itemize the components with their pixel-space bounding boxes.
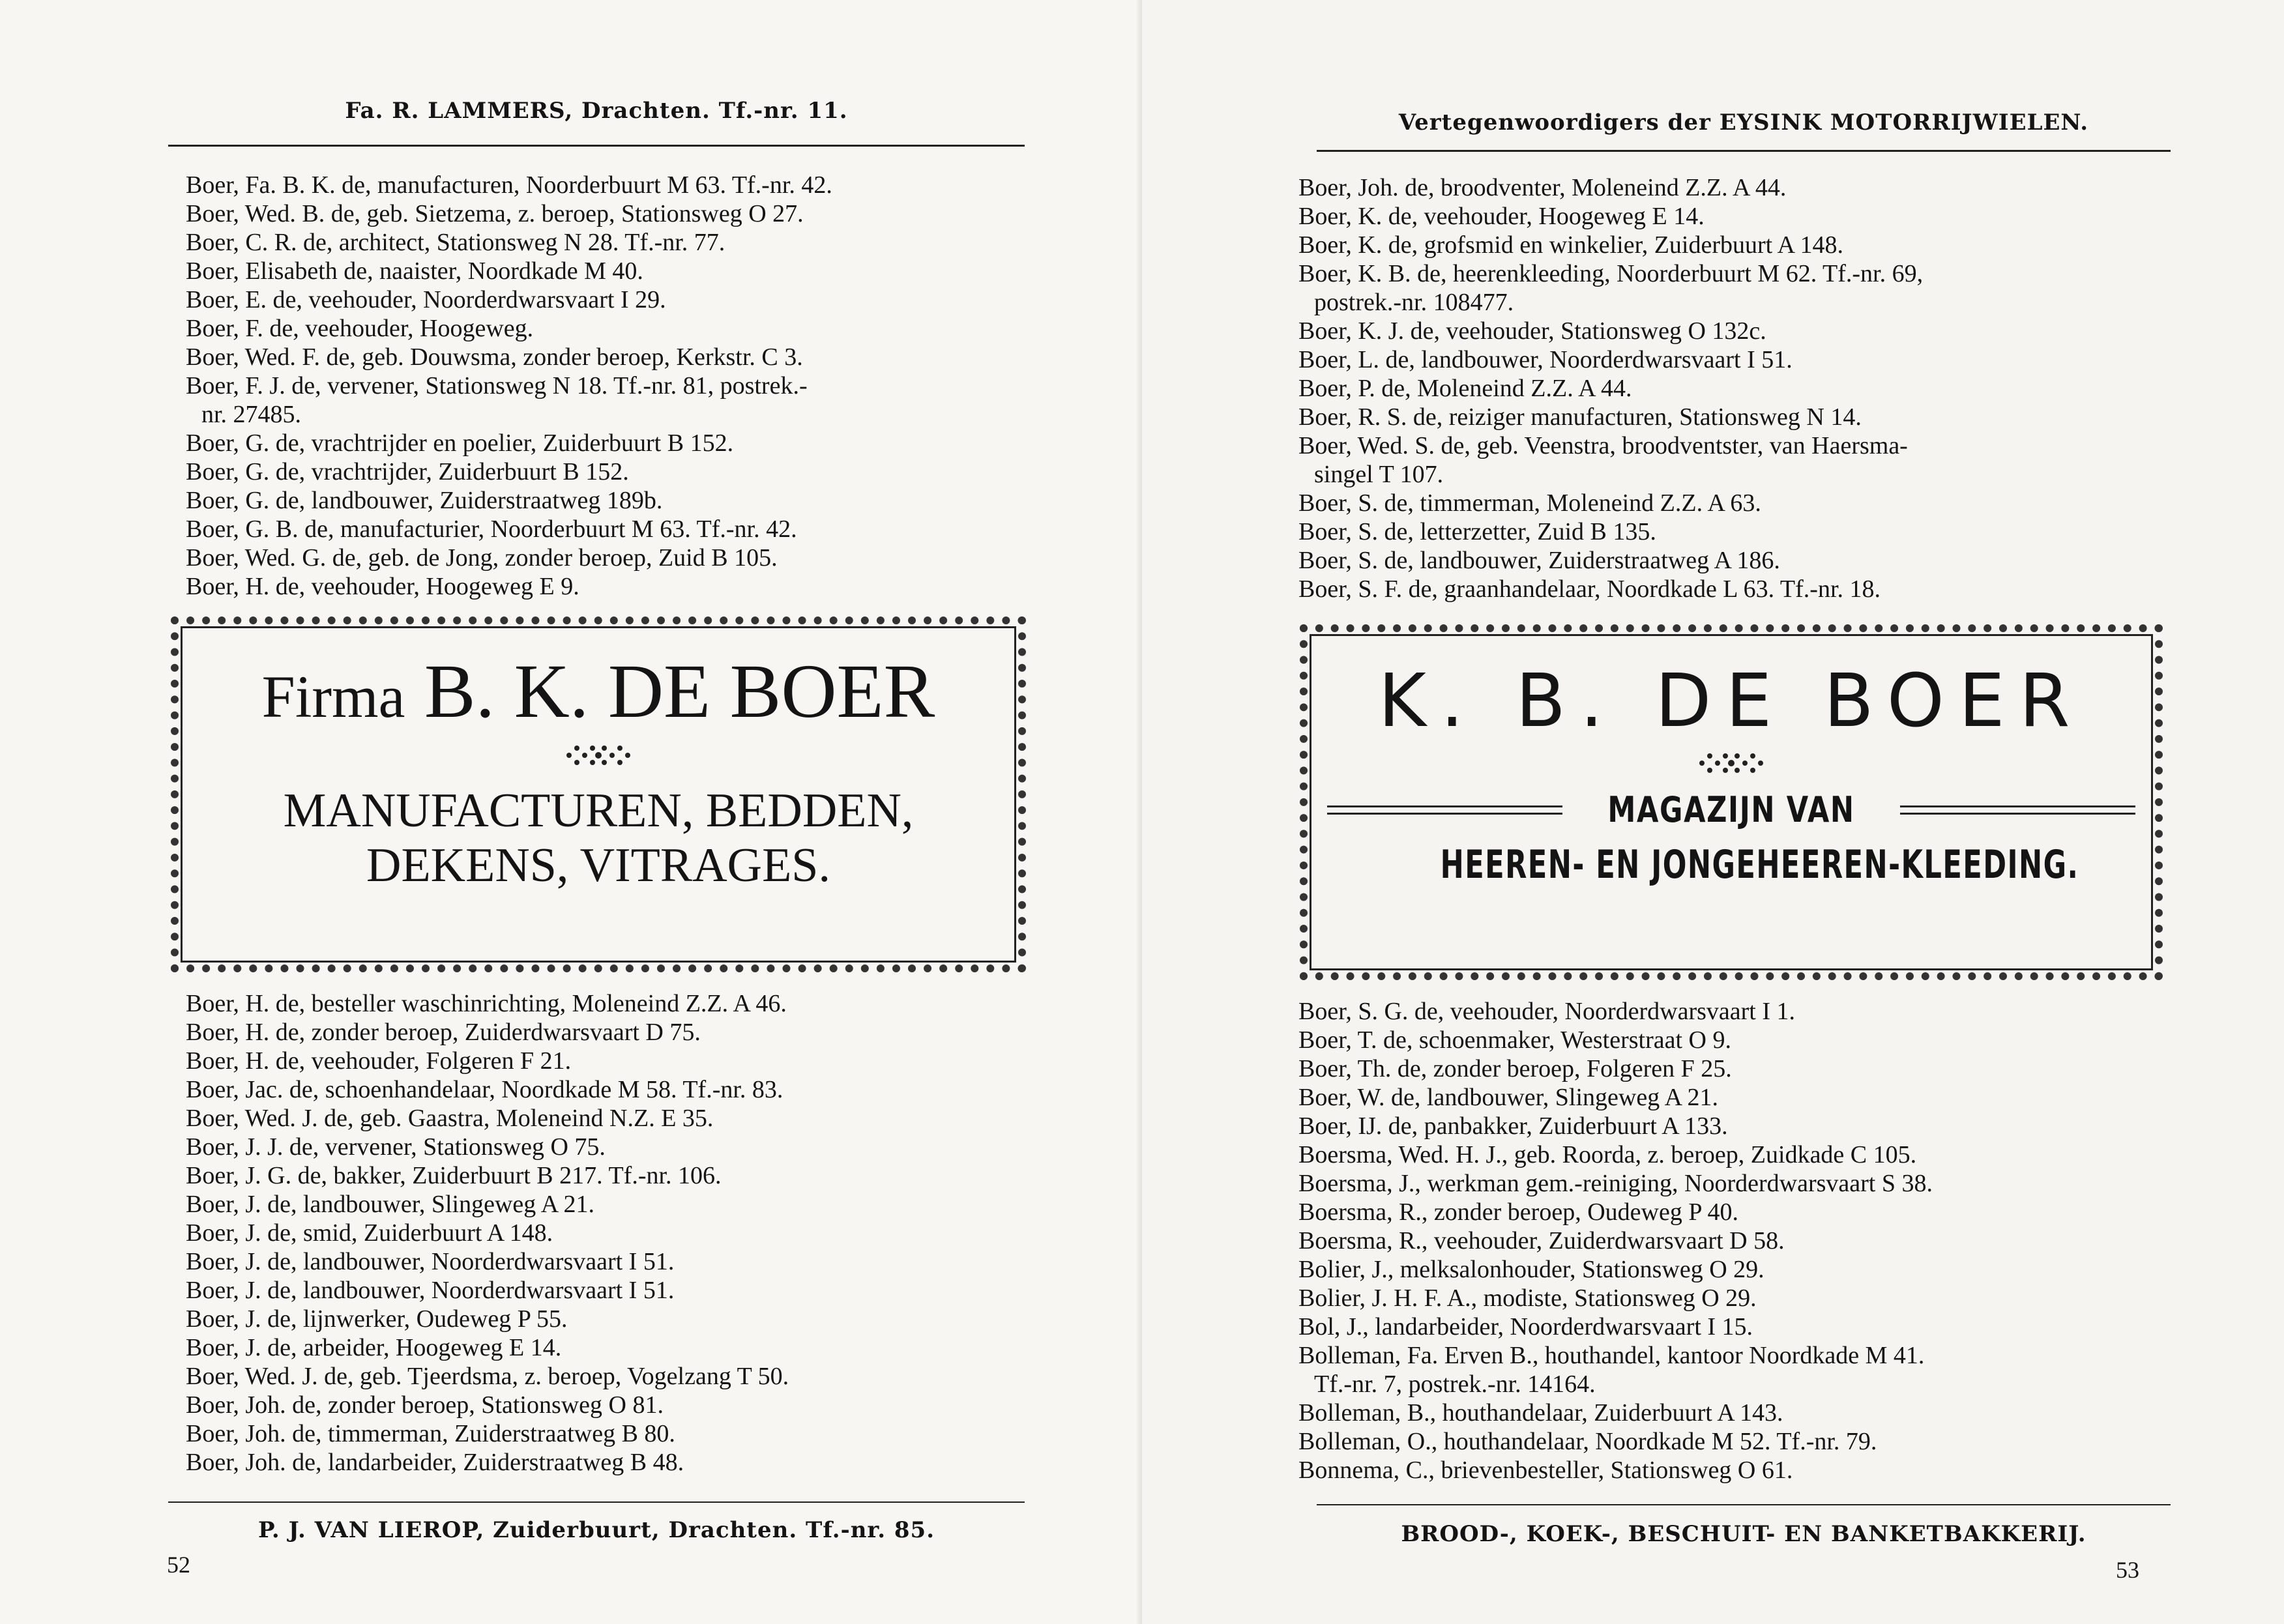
ad-kb-line-2: HEEREN- EN JONGEHEEREN-KLEEDING. <box>1440 842 2079 888</box>
right-entries-top <box>1298 173 1923 603</box>
entry-text: Boer, S. G. de, veehouder, Noorderdwarsvaart I 1. <box>1298 998 1795 1025</box>
ornament-icon <box>563 739 634 772</box>
entry-text: Boer, J. de, landbouwer, Slingeweg A 21. <box>186 1191 595 1218</box>
entry-text: Boer, P. de, Moleneind Z.Z. A 44. <box>1298 375 1632 402</box>
footer-rule <box>168 1501 1025 1503</box>
ad-firma-word: Firma <box>261 663 405 730</box>
entry-text: Boer, F. de, veehouder, Hoogeweg. <box>186 315 534 342</box>
directory-entry <box>1298 1456 1933 1485</box>
entry-text: Boer, Wed. J. de, geb. Tjeerdsma, z. beroep, Vogelzang T 50. <box>186 1363 789 1390</box>
entry-text: Boer, Jac. de, schoenhandelaar, Noordkade M 58. Tf.-nr. 83. <box>186 1076 783 1103</box>
directory-entry <box>1298 1083 1933 1112</box>
entry-text: Boer, Elisabeth de, naaister, Noordkade M 40. <box>186 257 643 285</box>
entry-text: Boer, S. de, landbouwer, Zuiderstraatweg A 186. <box>1298 547 1780 574</box>
directory-entry <box>1298 1112 1933 1140</box>
directory-entry <box>186 572 832 601</box>
entry-text: Boersma, Wed. H. J., geb. Roorda, z. beroep, Zuidkade C 105. <box>1298 1141 1917 1168</box>
right-page <box>1142 0 2284 1624</box>
ad-kb-de-boer <box>1300 624 2163 980</box>
right-entries-bottom <box>1298 997 1933 1485</box>
directory-entry <box>186 1247 789 1276</box>
directory-entry <box>1298 1198 1933 1226</box>
right-page-header: Vertegenwoordigers der EYSINK MOTORRIJWIELEN. <box>1398 109 2089 136</box>
ad-firma-line-2: DEKENS, VITRAGES. <box>366 839 830 892</box>
directory-entry <box>1298 1399 1933 1427</box>
entry-text: Boersma, R., veehouder, Zuiderdwarsvaart D 58. <box>1298 1227 1785 1254</box>
entry-text: Boer, S. de, letterzetter, Zuid B 135. <box>1298 518 1656 545</box>
entry-continuation: Tf.-nr. 7, postrek.-nr. 14164. <box>1314 1370 1596 1398</box>
entry-text: Boer, S. de, timmerman, Moleneind Z.Z. A 63. <box>1298 489 1761 517</box>
directory-entry <box>1298 1226 1933 1255</box>
directory-entry <box>1298 1427 1933 1456</box>
directory-entry <box>186 457 832 486</box>
entry-text: Boer, J. de, lijnwerker, Oudeweg P 55. <box>186 1305 568 1333</box>
entry-text: Boer, L. de, landbouwer, Noorderdwarsvaart I 51. <box>1298 346 1793 373</box>
directory-entry <box>186 1104 789 1133</box>
directory-entry <box>186 1305 789 1333</box>
directory-entry <box>186 1276 789 1305</box>
ad-kb-title: K. B. DE BOER <box>1378 659 2085 744</box>
entry-text: Boer, J. de, smid, Zuiderbuurt A 148. <box>186 1219 553 1247</box>
entry-text: Boer, G. B. de, manufacturier, Noorderbuurt M 63. Tf.-nr. 42. <box>186 515 797 543</box>
entry-text: Bolleman, O., houthandelaar, Noordkade M 52. Tf.-nr. 79. <box>1298 1428 1877 1455</box>
entry-text: Boer, Wed. F. de, geb. Douwsma, zonder beroep, Kerkstr. C 3. <box>186 343 803 371</box>
directory-entry <box>1298 1140 1933 1169</box>
directory-entry <box>186 1190 789 1219</box>
ad-firma-bk-de-boer <box>171 616 1026 972</box>
entry-text: Boer, J. G. de, bakker, Zuiderbuurt B 217. Tf.-nr. 106. <box>186 1162 722 1189</box>
directory-entry <box>186 257 832 285</box>
entry-text: Boer, K. de, grofsmid en winkelier, Zuiderbuurt A 148. <box>1298 231 1843 259</box>
entry-text: Boer, Fa. B. K. de, manufacturen, Noorderbuurt M 63. Tf.-nr. 42. <box>186 171 832 199</box>
ad-firma-title <box>198 649 999 739</box>
directory-entry <box>186 1391 789 1419</box>
directory-entry <box>186 199 832 228</box>
ornament-icon <box>1695 747 1767 779</box>
ad-firma-line-1: MANUFACTUREN, BEDDEN, <box>283 784 914 837</box>
entry-text: Bolier, J., melksalonhouder, Stationsweg O 29. <box>1298 1256 1764 1283</box>
footer-rule <box>1317 1504 2171 1505</box>
directory-entry <box>186 1219 789 1247</box>
directory-entry <box>1298 202 1923 231</box>
directory-entry <box>186 285 832 314</box>
directory-entry <box>186 228 832 257</box>
entry-text: Bolleman, Fa. Erven B., houthandel, kantoor Noordkade M 41. <box>1298 1342 1925 1369</box>
entry-text: Boer, F. J. de, vervener, Stationsweg N 18. Tf.-nr. 81, postrek.- <box>186 372 808 399</box>
entry-text: Boer, E. de, veehouder, Noorderdwarsvaart I 29. <box>186 286 666 313</box>
entry-text: Boer, Joh. de, timmerman, Zuiderstraatweg B 80. <box>186 1420 675 1447</box>
directory-entry <box>186 343 832 371</box>
left-page-header: Fa. R. LAMMERS, Drachten. Tf.-nr. 11. <box>345 98 848 124</box>
page-number-right: 53 <box>2116 1557 2139 1583</box>
entry-text: Boersma, J., werkman gem.-reiniging, Noorderdwarsvaart S 38. <box>1298 1170 1933 1197</box>
directory-entry <box>1298 1255 1933 1284</box>
entry-continuation: postrek.-nr. 108477. <box>1314 289 1514 316</box>
directory-entry <box>186 1047 789 1075</box>
entry-text: Boer, G. de, landbouwer, Zuiderstraatweg 189b. <box>186 487 663 514</box>
directory-entry <box>186 1419 789 1448</box>
directory-entry <box>186 429 832 457</box>
directory-entry <box>1298 345 1923 374</box>
directory-entry <box>186 1333 789 1362</box>
entry-text: Boer, J. J. de, vervener, Stationsweg O 75. <box>186 1133 606 1161</box>
directory-entry <box>186 314 832 343</box>
directory-entry <box>1298 1341 1933 1399</box>
directory-entry <box>1298 997 1933 1026</box>
entry-text: Boer, J. de, arbeider, Hoogeweg E 14. <box>186 1334 562 1361</box>
directory-entry <box>186 486 832 515</box>
header-rule <box>168 145 1025 147</box>
directory-entry <box>1298 403 1923 431</box>
entry-text: Boer, K. de, veehouder, Hoogeweg E 14. <box>1298 203 1705 230</box>
left-entries-bottom <box>186 989 789 1477</box>
directory-entry <box>1298 317 1923 345</box>
double-rule-right <box>1900 805 2135 815</box>
entry-text: Boer, Joh. de, landarbeider, Zuiderstraatweg B 48. <box>186 1449 684 1476</box>
directory-entry <box>186 544 832 572</box>
directory-entry <box>1298 374 1923 403</box>
entry-text: Bolier, J. H. F. A., modiste, Stationsweg O 29. <box>1298 1284 1757 1312</box>
entry-text: Boer, S. F. de, graanhandelaar, Noordkade L 63. Tf.-nr. 18. <box>1298 575 1881 603</box>
entry-text: Boer, Wed. J. de, geb. Gaastra, Moleneind N.Z. E 35. <box>186 1105 714 1132</box>
entry-continuation: nr. 27485. <box>201 401 302 428</box>
left-page-footer: P. J. VAN LIEROP, Zuiderbuurt, Drachten. Tf.-nr. 85. <box>257 1517 935 1543</box>
directory-entry <box>1298 546 1923 575</box>
entry-text: Boer, K. J. de, veehouder, Stationsweg O 132c. <box>1298 317 1766 345</box>
directory-entry <box>186 1362 789 1391</box>
page-number-left: 52 <box>167 1552 190 1578</box>
entry-text: Boer, C. R. de, architect, Stationsweg N 28. Tf.-nr. 77. <box>186 229 725 256</box>
entry-text: Boer, Joh. de, zonder beroep, Stationsweg O 81. <box>186 1391 664 1419</box>
entry-text: Boer, W. de, landbouwer, Slingeweg A 21. <box>1298 1084 1718 1111</box>
directory-entry <box>186 1161 789 1190</box>
directory-entry <box>1298 173 1923 202</box>
directory-entry <box>1298 1026 1933 1054</box>
entry-text: Boer, H. de, besteller waschinrichting, Moleneind Z.Z. A 46. <box>186 990 787 1017</box>
directory-entry <box>1298 231 1923 259</box>
double-rule-left <box>1327 805 1562 815</box>
directory-entry <box>1298 575 1923 603</box>
entry-text: Boersma, R., zonder beroep, Oudeweg P 40. <box>1298 1198 1739 1226</box>
directory-entry <box>186 1075 789 1104</box>
entry-text: Boer, G. de, vrachtrijder en poelier, Zuiderbuurt B 152. <box>186 429 734 457</box>
ad-kb-magazijn-row <box>1327 787 2135 833</box>
entry-text: Boer, T. de, schoenmaker, Westerstraat O 9. <box>1298 1026 1731 1054</box>
directory-entry <box>1298 1284 1933 1312</box>
entry-continuation: singel T 107. <box>1314 461 1444 488</box>
entry-text: Boer, R. S. de, reiziger manufacturen, Stationsweg N 14. <box>1298 403 1862 431</box>
ad-kb-line-1: MAGAZIJN VAN <box>1607 789 1855 830</box>
entry-text: Boer, Joh. de, broodventer, Moleneind Z.Z. A 44. <box>1298 174 1787 201</box>
directory-entry <box>186 371 832 429</box>
right-page-footer: BROOD-, KOEK-, BESCHUIT- EN BANKETBAKKERIJ. <box>1401 1521 2086 1547</box>
entry-text: Boer, H. de, veehouder, Folgeren F 21. <box>186 1047 572 1075</box>
ad-firma-name: B. K. DE BOER <box>424 648 935 734</box>
entry-text: Boer, H. de, veehouder, Hoogeweg E 9. <box>186 573 579 600</box>
directory-entry <box>1298 517 1923 546</box>
entry-text: Bolleman, B., houthandelaar, Zuiderbuurt A 143. <box>1298 1399 1783 1427</box>
entry-text: Boer, J. de, landbouwer, Noorderdwarsvaart I 51. <box>186 1277 675 1304</box>
entry-text: Boer, G. de, vrachtrijder, Zuiderbuurt B 152. <box>186 458 629 486</box>
entry-text: Boer, Wed. G. de, geb. de Jong, zonder beroep, Zuid B 105. <box>186 544 778 572</box>
directory-entry <box>1298 1054 1933 1083</box>
entry-text: Boer, K. B. de, heerenkleeding, Noorderbuurt M 62. Tf.-nr. 69, <box>1298 260 1924 287</box>
directory-entry <box>186 1018 789 1047</box>
entry-text: Boer, Th. de, zonder beroep, Folgeren F 25. <box>1298 1055 1732 1082</box>
entry-text: Boer, Wed. S. de, geb. Veenstra, broodventster, van Haersma- <box>1298 432 1908 459</box>
directory-entry <box>1298 1312 1933 1341</box>
directory-entry <box>186 1133 789 1161</box>
directory-entry <box>1298 259 1923 317</box>
directory-entry <box>1298 431 1923 489</box>
directory-entry <box>1298 1169 1933 1198</box>
directory-entry <box>186 1448 789 1477</box>
directory-entry <box>186 171 832 199</box>
entry-text: Bol, J., landarbeider, Noorderdwarsvaart I 15. <box>1298 1313 1753 1341</box>
header-rule <box>1317 150 2171 152</box>
directory-entry <box>186 989 789 1018</box>
entry-text: Boer, Wed. B. de, geb. Sietzema, z. beroep, Stationsweg O 27. <box>186 200 804 227</box>
directory-entry <box>1298 489 1923 517</box>
entry-text: Boer, IJ. de, panbakker, Zuiderbuurt A 133. <box>1298 1112 1728 1140</box>
entry-text: Boer, J. de, landbouwer, Noorderdwarsvaart I 51. <box>186 1248 675 1275</box>
entry-text: Boer, H. de, zonder beroep, Zuiderdwarsvaart D 75. <box>186 1019 701 1046</box>
directory-entry <box>186 515 832 544</box>
left-entries-top <box>186 171 832 601</box>
entry-text: Bonnema, C., brievenbesteller, Stationsweg O 61. <box>1298 1457 1793 1484</box>
